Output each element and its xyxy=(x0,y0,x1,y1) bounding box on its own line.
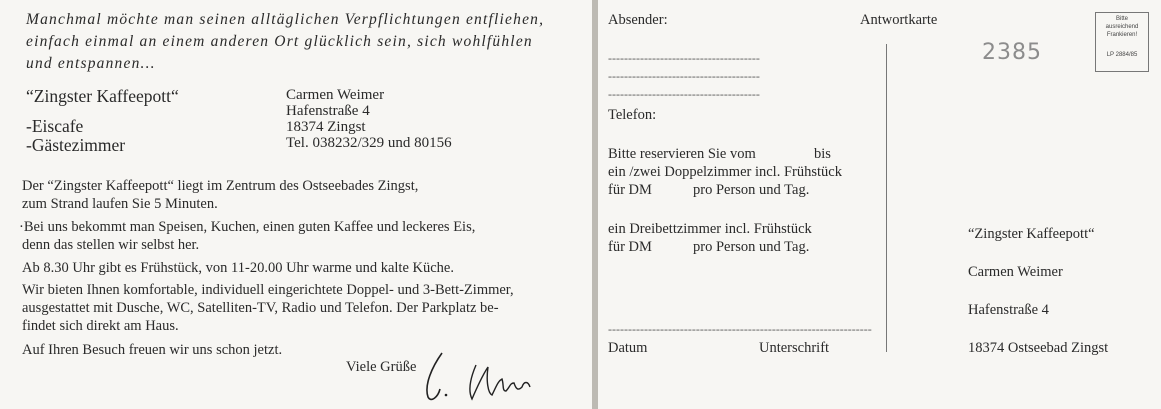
reserve-price: für DM xyxy=(608,182,652,198)
sender-line: -------------------------------------- xyxy=(608,87,760,101)
sender-line: -------------------------------------- xyxy=(608,51,760,65)
stamp-text: ausreichend xyxy=(1105,24,1139,30)
recipient-person: Carmen Weimer xyxy=(968,264,1063,280)
triple-per: pro Person und Tag. xyxy=(693,239,810,255)
intro-line-3: und entspannen... xyxy=(26,55,156,72)
phone-label: Telefon: xyxy=(608,107,657,123)
address-city: 18374 Zingst xyxy=(286,119,366,135)
paragraph-line: ausgestattet mit Dusche, WC, Satelliten-TV, Radio und Telefon. Der Parkplatz be- xyxy=(22,300,499,316)
reserve-triple: ein Dreibettzimmer incl. Frühstück xyxy=(608,221,812,237)
reserve-to: bis xyxy=(814,146,831,162)
date-label: Datum xyxy=(608,340,648,356)
intro-line-2: einfach einmal an einem anderen Ort glücklich sein, sich wohlfühlen xyxy=(26,33,533,50)
business-name: “Zingster Kaffeepott“ xyxy=(26,86,179,106)
signature-line: ------------------------------------------------------------------ xyxy=(608,322,872,336)
greeting: Viele Grüße xyxy=(346,359,417,375)
paragraph-line: Auf Ihren Besuch freuen wir uns schon jetzt. xyxy=(22,342,283,358)
paragraph-line: denn das stellen wir selbst her. xyxy=(22,237,200,253)
intro-line-1: Manchmal möchte man seinen alltäglichen Verpflichtungen entfliehen, xyxy=(26,11,545,28)
paragraph-line: Wir bieten Ihnen komfortable, individuell eingerichtete Doppel- und 3-Bett-Zimmer, xyxy=(22,282,514,298)
pencil-number: 2385 xyxy=(982,40,1042,65)
stamp-code: LP 2884/85 xyxy=(1106,52,1138,58)
paragraph-line: findet sich direkt am Haus. xyxy=(22,318,179,334)
paragraph-line: Der “Zingster Kaffeepott“ liegt im Zentrum des Ostseebades Zingst, xyxy=(22,178,419,194)
address-phone: Tel. 038232/329 und 80156 xyxy=(286,135,452,151)
address-street: Hafenstraße 4 xyxy=(286,103,370,119)
paragraph-line: Ab 8.30 Uhr gibt es Frühstück, von 11-20.00 Uhr warme und kalte Küche. xyxy=(22,260,454,276)
stamp-box xyxy=(1095,12,1149,72)
service-gaestezimmer: -Gästezimmer xyxy=(26,135,126,155)
service-eiscafe: -Eiscafe xyxy=(26,116,84,136)
stamp-text: Frankieren! xyxy=(1106,32,1138,38)
stamp-text: Bitte xyxy=(1115,16,1128,22)
card-title: Antwortkarte xyxy=(860,12,938,28)
reserve-from: Bitte reservieren Sie vom xyxy=(608,146,756,162)
triple-price: für DM xyxy=(608,239,652,255)
paragraph-line: zum Strand laufen Sie 5 Minuten. xyxy=(22,196,218,212)
reserve-per: pro Person und Tag. xyxy=(693,182,810,198)
paragraph-line: ·Bei uns bekommt man Speisen, Kuchen, einen guten Kaffee und leckeres Eis, xyxy=(19,219,476,235)
address-divider xyxy=(886,44,887,352)
sender-line: -------------------------------------- xyxy=(608,69,760,83)
sender-label: Absender: xyxy=(608,12,668,28)
signature-label: Unterschrift xyxy=(759,340,830,356)
recipient-street: Hafenstraße 4 xyxy=(968,302,1049,318)
recipient-city: 18374 Ostseebad Zingst xyxy=(968,340,1109,356)
reserve-double: ein /zwei Doppelzimmer incl. Frühstück xyxy=(608,164,842,180)
recipient-name: “Zingster Kaffeepott“ xyxy=(968,226,1095,242)
handwritten-signature xyxy=(418,345,548,405)
address-name: Carmen Weimer xyxy=(286,87,385,103)
